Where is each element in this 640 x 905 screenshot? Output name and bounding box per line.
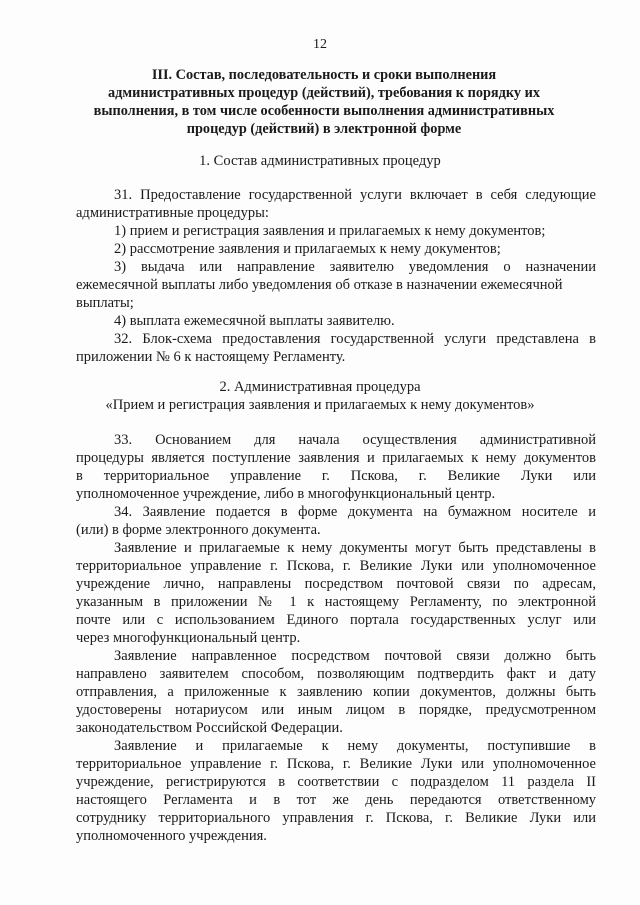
paragraph-line: 34. Заявление подается в форме документа на бумажном носителе и — [114, 504, 596, 520]
paragraph-36 — [76, 647, 596, 737]
paragraph-line: сотруднику территориального управления г. Пскова, г. Великие Луки или — [76, 810, 596, 826]
list-item-continuation: ежемесячной выплаты либо уведомления об отказе в назначении ежемесячной — [76, 277, 563, 293]
paragraph-line: уполномоченное учреждение, либо в многофункциональный центр. — [76, 486, 496, 502]
paragraph-line: указанным в приложении № 1 к настоящему Регламенту, по электронной — [76, 594, 596, 610]
section-title-line: выполнения, в том числе особенности выполнения административных — [93, 103, 555, 119]
paragraph-line: Заявление и прилагаемые к нему документы, поступившие в — [114, 738, 596, 754]
paragraph-line: Заявление направленное посредством почтовой связи должно быть — [114, 648, 596, 664]
paragraph-34 — [76, 503, 596, 539]
paragraph-line: процедуры является поступление заявления и прилагаемых к нему документов — [76, 450, 596, 466]
list-item: 3) выдача или направление заявителю уведомления о назначении — [114, 259, 596, 275]
paragraph-31 — [76, 186, 596, 222]
subsection-heading-2: 2. Административная процедура — [219, 379, 421, 395]
section-title-line: административных процедур (действий), требования к порядку их — [107, 85, 541, 101]
paragraph-line: учреждение лично, направлены посредством почтовой связи по адресам, — [76, 576, 596, 592]
paragraph-line: отправления, а приложенные к заявлению копии документов, должны быть — [76, 684, 596, 700]
paragraph-line: 31. Предоставление государственной услуги включает в себя следующие — [114, 187, 596, 203]
subsection-subheading-2: «Прием и регистрация заявления и прилагаемых к нему документов» — [105, 397, 535, 413]
paragraph-line: приложении № 6 к настоящему Регламенту. — [76, 349, 346, 365]
paragraph-line: территориальное управление г. Пскова, г. Великие Луки или уполномоченное — [76, 756, 596, 772]
paragraph-line: учреждение, регистрируются в соответствии с подразделом 11 раздела II — [76, 774, 596, 790]
paragraph-line: через многофункциональный центр. — [76, 630, 301, 646]
list-item: 2) рассмотрение заявления и прилагаемых к нему документов; — [114, 241, 501, 257]
section-title — [84, 66, 564, 138]
paragraph-line: удостоверены нотариусом или иным лицом в порядке, предусмотренном — [76, 702, 596, 718]
list-item-continuation: выплаты; — [76, 295, 134, 311]
procedure-list — [76, 222, 596, 330]
section-title-line: III. Состав, последовательность и сроки выполнения — [151, 67, 497, 83]
list-item: 1) прием и регистрация заявления и прилагаемых к нему документов; — [114, 223, 546, 239]
paragraph-line: 32. Блок-схема предоставления государственной услуги представлена в — [114, 331, 596, 347]
paragraph-35 — [76, 539, 596, 647]
paragraph-line: административные процедуры: — [76, 205, 269, 221]
subsection-heading-1: 1. Состав административных процедур — [199, 153, 441, 169]
paragraph-line: почте или с использованием Единого портала государственных услуг или — [76, 612, 596, 628]
paragraph-line: 33. Основанием для начала осуществления административной — [114, 432, 596, 448]
paragraph-line: в территориальное управление г. Пскова, г. Великие Луки или — [76, 468, 596, 484]
paragraph-line: настоящего Регламента и в тот же день передаются ответственному — [76, 792, 596, 808]
paragraph-line: (или) в форме электронного документа. — [76, 522, 321, 538]
page-number: 12 — [313, 37, 327, 52]
paragraph-line: законодательством Российской Федерации. — [76, 720, 343, 736]
paragraph-line: направлено заявителем способом, позволяющим подтвердить факт и дату — [76, 666, 596, 682]
paragraph-line: территориальное управление г. Пскова, г. Великие Луки или уполномоченное — [76, 558, 596, 574]
paragraph-line: уполномоченного учреждения. — [76, 828, 267, 844]
section-title-line: процедур (действий) в электронной форме — [186, 121, 462, 137]
list-item: 4) выплата ежемесячной выплаты заявителю. — [114, 313, 395, 329]
paragraph-33 — [76, 431, 596, 503]
paragraph-line: Заявление и прилагаемые к нему документы могут быть представлены в — [114, 540, 596, 556]
paragraph-32 — [76, 330, 596, 366]
paragraph-37 — [76, 737, 596, 845]
